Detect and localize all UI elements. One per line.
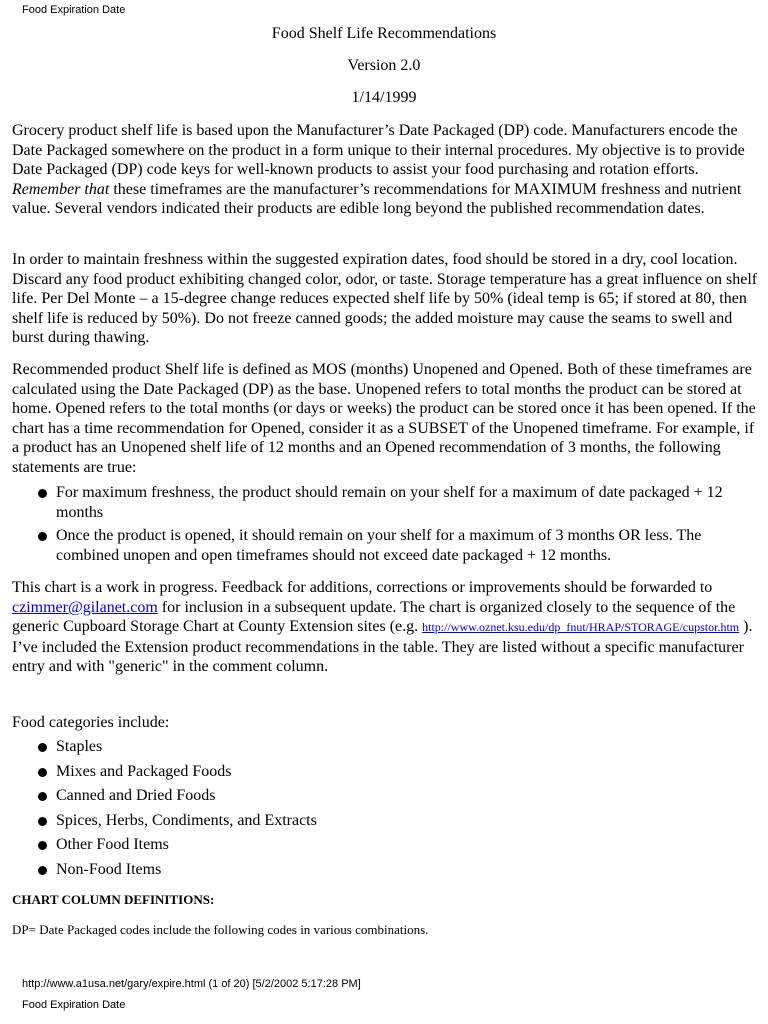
intro-text-a: Grocery product shelf life is based upon the Manufacturer’s Date Packaged (DP) code. Manufacturers encode the Date Packaged somewhere on the product in a form unique to their internal procedures. My objective is to provide Date Packaged (DP) code keys for well-known products to assist your food purchasing and rotation efforts.	[12, 122, 745, 179]
version-label: Version 2.0	[347, 57, 421, 74]
food-categories-list	[12, 737, 758, 885]
category-text: Spices, Herbs, Condiments, and Extracts	[56, 811, 317, 829]
footer-url-line: http://www.a1usa.net/gary/expire.html (1 of 20) [5/2/2002 5:17:28 PM]	[22, 978, 361, 990]
list-item	[12, 762, 758, 782]
list-item	[12, 786, 758, 806]
category-text: Staples	[56, 738, 103, 755]
feedback-text-c: ). I’ve included the Extension product recommendations in the table. They are listed without a specific manufacturer entry and with "generic" in the comment column.	[12, 618, 753, 676]
bullet-icon	[38, 532, 47, 541]
category-text: Non-Food Items	[56, 860, 162, 878]
list-item	[12, 526, 758, 565]
footer-label: Food Expiration Date	[22, 999, 126, 1011]
date-label: 1/14/1999	[351, 89, 417, 106]
intro-text-b: these timeframes are the manufacturer’s recommendations for MAXIMUM freshness and nutrient value. Several vendors indicated their products are edible long beyond the published recommendation dates.	[12, 180, 742, 218]
intro-emphasis: Remember that	[12, 180, 110, 198]
list-item	[12, 483, 758, 522]
category-text: Mixes and Packaged Foods	[56, 762, 232, 780]
list-item	[12, 737, 758, 757]
bullet-icon	[38, 817, 47, 826]
extension-url-link[interactable]: http://www.oznet.ksu.edu/dp_fnut/HRAP/STORAGE/cupstor.htm	[422, 620, 740, 635]
chart-definitions-heading: CHART COLUMN DEFINITIONS:	[12, 892, 215, 907]
category-text: Other Food Items	[56, 836, 169, 854]
bullet-icon	[38, 792, 47, 801]
storage-paragraph: In order to maintain freshness within the suggested expiration dates, food should be stored in a dry, cool location. Discard any food product exhibiting changed color, odor, or taste. Storage temperature has a great influence on shelf life. Per Del Monte – a 15-degree change reduces expected shelf life by 50% (ideal temp is 65; if stored at 80, then shelf life is reduced by 50%). Do not freeze canned goods; the added moisture may cause the seams to swell and burst during thawing.	[12, 251, 758, 347]
example-bullet-list	[12, 483, 758, 569]
bullet-icon	[38, 489, 47, 498]
list-item	[12, 835, 758, 855]
bullet-icon	[38, 743, 47, 752]
bullet-text: For maximum freshness, the product should remain on your shelf for a maximum of date packaged + 12 months	[56, 484, 723, 521]
page-title: Food Shelf Life Recommendations	[271, 25, 497, 42]
shelf-life-paragraph: Recommended product Shelf life is defined as MOS (months) Unopened and Opened. Both of these timeframes are calculated using the Date Packaged (DP) as the base. Unopened refers to total months the product can be stored at home. Opened refers to the total months (or days or weeks) the product can be stored once it has been opened. If the chart has a time recommendation for Opened, consider it as a SUBSET of the Unopened timeframe. For example, if a product has an Unopened shelf life of 12 months and an Opened recommendation of 3 months, the following statements are true:	[12, 361, 756, 476]
page-header-label: Food Expiration Date	[22, 4, 126, 16]
bullet-icon	[38, 768, 47, 777]
category-text: Canned and Dried Foods	[56, 787, 216, 805]
bullet-icon	[38, 841, 47, 850]
email-link[interactable]: czimmer@gilanet.com	[12, 598, 158, 616]
dp-definition: DP= Date Packaged codes include the following codes in various combinations.	[12, 922, 429, 937]
list-item	[12, 860, 758, 880]
bullet-text: Once the product is opened, it should remain on your shelf for a maximum of 3 months OR less. The combined unopen and open timeframes should not exceed date packaged + 12 months.	[56, 527, 702, 564]
feedback-paragraph	[12, 578, 758, 677]
categories-intro: Food categories include:	[12, 714, 170, 731]
feedback-text-b: for inclusion in a subsequent update. The chart is organized closely to the sequence of the generic Cupboard Storage Chart at County Extension sites (e.g.	[12, 598, 736, 636]
intro-paragraph	[12, 121, 758, 219]
list-item	[12, 811, 758, 831]
feedback-text-a: This chart is a work in progress. Feedback for additions, corrections or improvements should be forwarded to	[12, 579, 713, 596]
bullet-icon	[38, 866, 47, 875]
